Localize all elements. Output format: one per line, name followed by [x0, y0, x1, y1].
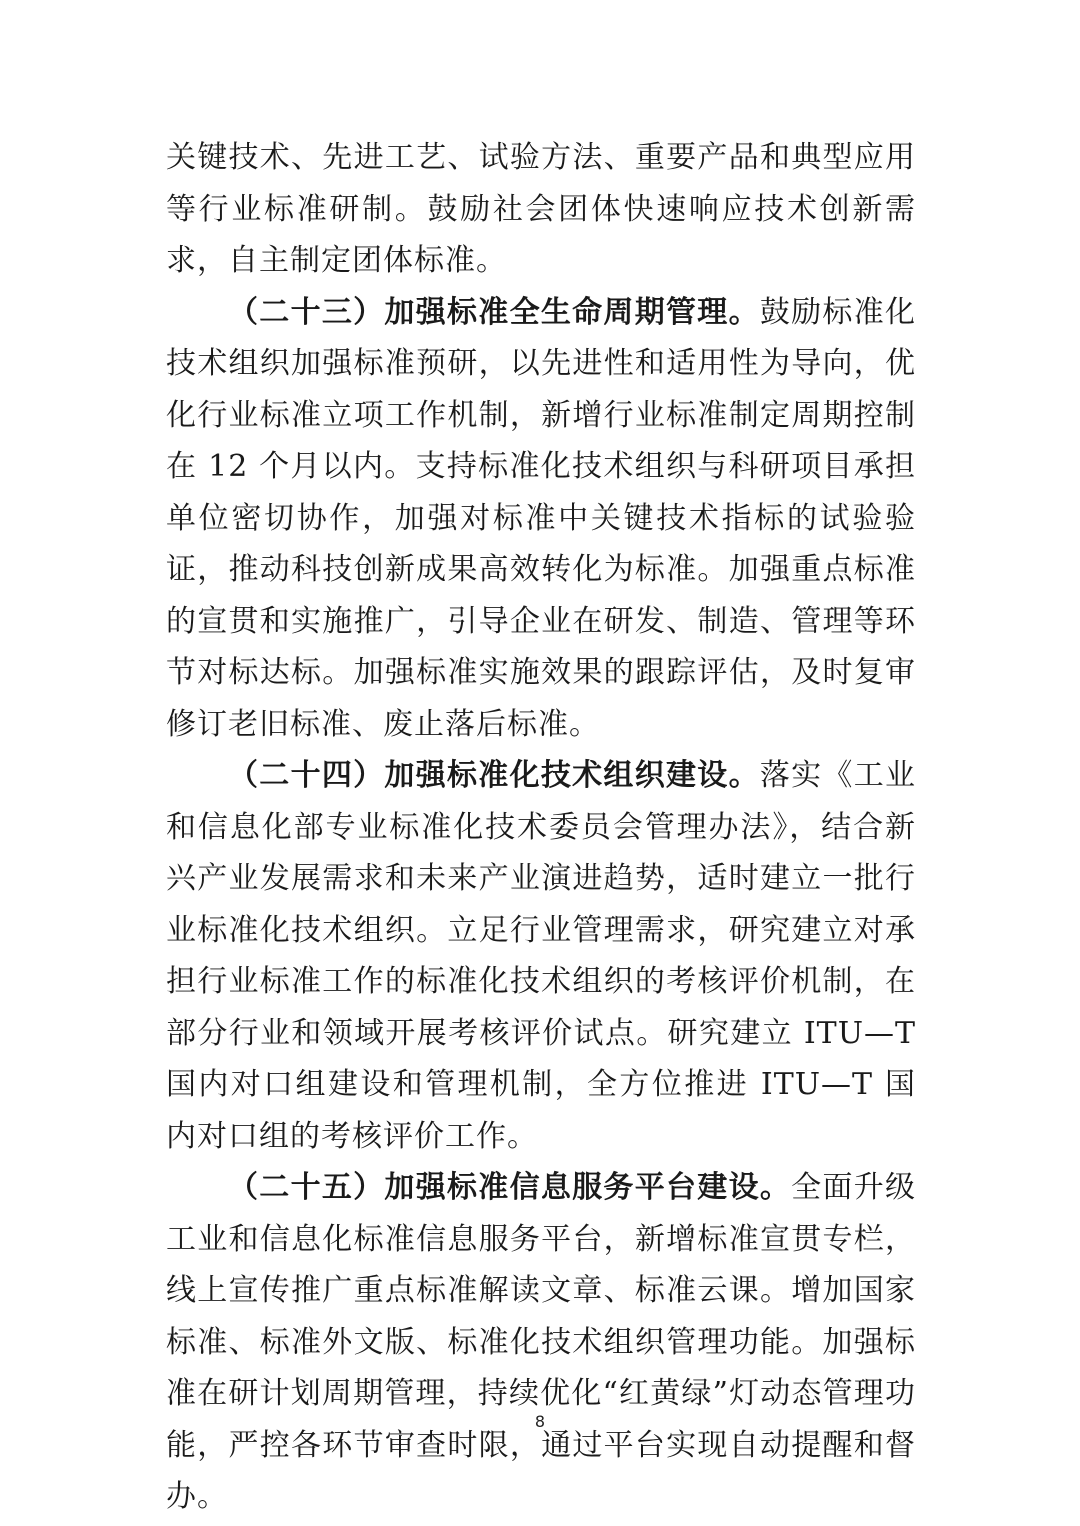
- paragraph-section-23: [166, 287, 916, 751]
- page-number: 8: [534, 1412, 546, 1431]
- paragraph-section-24: [166, 750, 916, 1162]
- paragraph-body: 落实《工业和信息化部专业标准化技术委员会管理办法》，结合新兴产业发展需求和未来产业演进趋势，适时建立一批行业标准化技术组织。立足行业管理需求，研究建立对承担行业标准工作的标准化技术组织的考核评价机制，在部分行业和领域开展考核评价试点。研究建立 ITU—T 国内对口组建设和管理机制，全方位推进 ITU—T 国内对口组的考核评价工作。: [166, 758, 917, 1154]
- section-heading: （二十三）加强标准全生命周期管理。: [228, 294, 760, 330]
- paragraph-body: 鼓励标准化技术组织加强标准预研，以先进性和适用性为导向，优化行业标准立项工作机制，新增行业标准制定周期控制在 12 个月以内。支持标准化技术组织与科研项目承担单位密切协作，加强对标准中关键技术指标的试验验证，推动科技创新成果高效转化为标准。加强重点标准的宣贯和实施推广，引导企业在研发、制造、管理等环节对标达标。加强标准实施效果的跟踪评估，及时复审修订老旧标准、废止落后标准。: [166, 294, 917, 742]
- paragraph-continuation: [166, 132, 916, 287]
- paragraph-body: 关键技术、先进工艺、试验方法、重要产品和典型应用等行业标准研制。鼓励社会团体快速响应技术创新需求，自主制定团体标准。: [166, 140, 916, 278]
- section-heading: （二十五）加强标准信息服务平台建设。: [228, 1170, 792, 1205]
- paragraph-section-25: [166, 1162, 916, 1523]
- paragraph-body: 全面升级工业和信息化标准信息服务平台，新增标准宣贯专栏，线上宣传推广重点标准解读文章、标准云课。增加国家标准、标准外文版、标准化技术组织管理功能。加强标准在研计划周期管理，持续优化“红黄绿”灯动态管理功能，严控各环节审查时限，通过平台实现自动提醒和督办。: [166, 1170, 917, 1514]
- document-page: [166, 132, 916, 1523]
- section-heading: （二十四）加强标准化技术组织建设。: [228, 758, 760, 793]
